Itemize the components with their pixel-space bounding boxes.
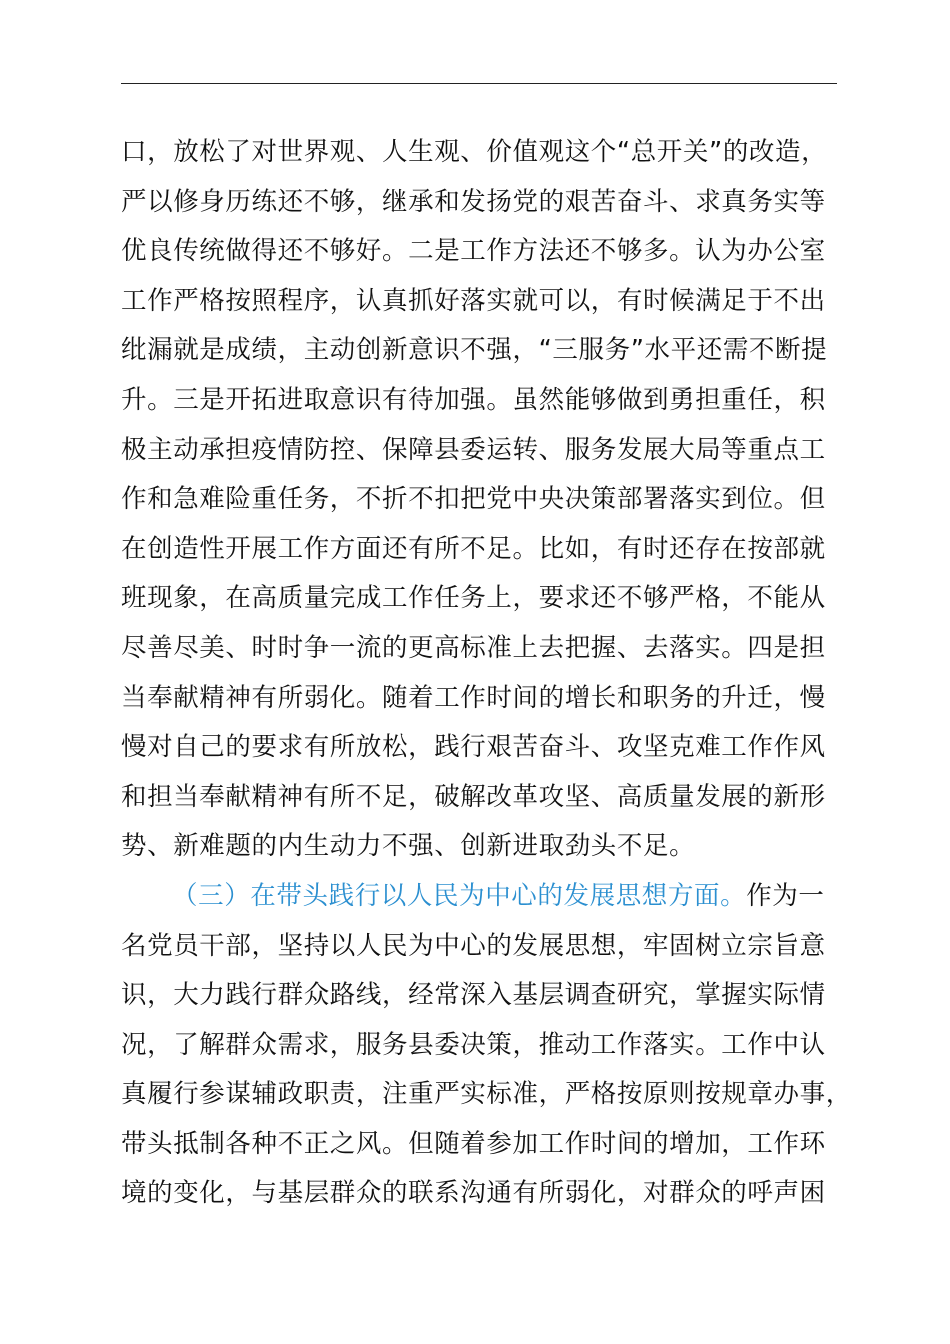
section-heading: （三）在带头践行以人民为中心的发展思想方面。 (172, 880, 747, 911)
text-line-20: 真履行参谋辅政职责，注重严实标准，严格按原则按规章办事， (121, 1079, 852, 1110)
text-line-1: 口，放松了对世界观、人生观、价值观这个“总开关”的改造， (121, 137, 828, 167)
text-line-22: 境的变化，与基层群众的联系沟通有所弱化，对群众的呼声困 (121, 1178, 826, 1209)
text-line-10: 班现象，在高质量完成工作任务上，要求还不够严格，不能从 (121, 583, 826, 614)
text-line-8: 作和急难险重任务，不折不扣把党中央决策部署落实到位。但 (121, 484, 826, 515)
text-line-21: 带头抵制各种不正之风。但随着参加工作时间的增加，工作环 (121, 1128, 826, 1159)
text-line-12: 当奉献精神有所弱化。随着工作时间的增长和职务的升迁，慢 (121, 682, 826, 713)
text-line-17: 名党员干部，坚持以人民为中心的发展思想，牢固树立宗旨意 (121, 930, 826, 961)
text-line-3: 优良传统做得还不够好。二是工作方法还不够多。认为办公室 (121, 236, 826, 267)
text-line-5: 纰漏就是成绩，主动创新意识不强，“三服务”水平还需不断提 (121, 335, 828, 366)
text-line-11: 尽善尽美、时时争一流的更高标准上去把握、去落实。四是担 (121, 632, 826, 663)
header-rule (121, 83, 837, 84)
text-line-18: 识，大力践行群众路线，经常深入基层调查研究，掌握实际情 (121, 980, 826, 1011)
text-line-13: 慢对自己的要求有所放松，践行艰苦奋斗、攻坚克难工作作风 (121, 732, 826, 763)
text-line-19: 况，了解群众需求，服务县委决策，推动工作落实。工作中认 (121, 1029, 826, 1060)
text-line-6: 升。三是开拓进取意识有待加强。虽然能够做到勇担重任，积 (121, 384, 826, 415)
text-line-7: 极主动承担疫情防控、保障县委运转、服务发展大局等重点工 (121, 434, 826, 465)
section-heading-line (121, 872, 881, 922)
text-line-2: 严以修身历练还不够，继承和发扬党的艰苦奋斗、求真务实等 (121, 186, 826, 217)
text-line-9: 在创造性开展工作方面还有所不足。比如，有时还存在按部就 (121, 533, 826, 564)
text-line-4: 工作严格按照程序，认真抓好落实就可以，有时候满足于不出 (121, 285, 826, 316)
document-body (121, 128, 881, 1219)
section-heading-continuation: 作为一 (746, 880, 825, 911)
text-line-15: 势、新难题的内生动力不强、创新进取劲头不足。 (121, 831, 696, 862)
text-line-14: 和担当奉献精神有所不足，破解改革攻坚、高质量发展的新形 (121, 781, 826, 812)
